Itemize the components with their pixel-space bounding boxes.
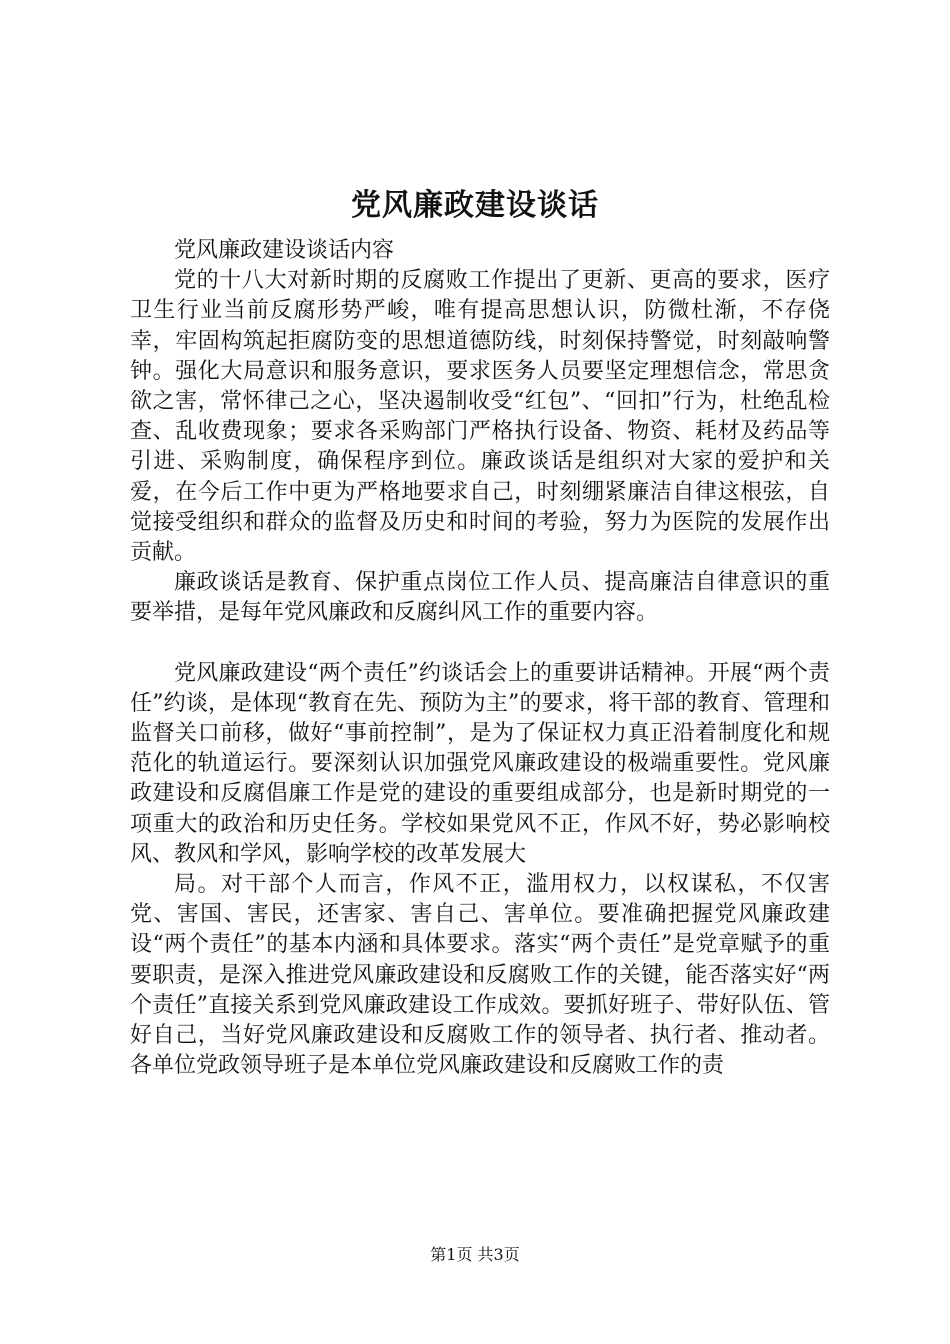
page-footer: 第1页 共3页 [430, 1245, 520, 1264]
body-paragraph: 党的十八大对新时期的反腐败工作提出了更新、更高的要求，医疗卫生行业当前反腐形势严峻，唯有提高思想认识，防微杜渐，不存侥幸，牢固构筑起拒腐防变的思想道德防线，时刻保持警觉，时刻敲响警钟。强化大局意识和服务意识，要求医务人员要坚定理想信念，常思贪欲之害，常怀律己之心，坚决遏制收受“红包”、“回扣”行为，杜绝乱检查、乱收费现象；要求各采购部门严格执行设备、物资、耗材及药品等引进、采购制度，确保程序到位。廉政谈话是组织对大家的爱护和关爱，在今后工作中更为严格地要求自己，时刻绷紧廉洁自律这根弦，自觉接受组织和群众的监督及历史和时间的考验，努力为医院的发展作出贡献。 [130, 268, 830, 566]
document-body [130, 236, 830, 1081]
body-paragraph-heading: 党风廉政建设谈话内容 [174, 238, 395, 263]
document-title: 党风廉政建设谈话 [351, 188, 599, 223]
body-paragraph: 廉政谈话是教育、保护重点岗位工作人员、提高廉洁自律意识的重要举措，是每年党风廉政和反腐纠风工作的重要内容。 [130, 570, 830, 626]
body-paragraph: 党风廉政建设“两个责任”约谈话会上的重要讲话精神。开展“两个责任”约谈，是体现“教育在先、预防为主”的要求，将干部的教育、管理和监督关口前移，做好“事前控制”，是为了保证权力真正沿着制度化和规范化的轨道运行。要深刻认识加强党风廉政建设的极端重要性。党风廉政建设和反腐倡廉工作是党的建设的重要组成部分，也是新时期党的一项重大的政治和历史任务。学校如果党风不正，作风不好，势必影响校风、教风和学风，影响学校的改革发展大 [130, 660, 830, 867]
body-paragraph: 局。对干部个人而言，作风不正，滥用权力，以权谋私，不仅害党、害国、害民，还害家、害自己、害单位。要准确把握党风廉政建设“两个责任”的基本内涵和具体要求。落实“两个责任”是党章赋予的重要职责，是深入推进党风廉政建设和反腐败工作的关键，能否落实好“两个责任”直接关系到党风廉政建设工作成效。要抓好班子、带好队伍、管好自己，当好党风廉政建设和反腐败工作的领导者、执行者、推动者。各单位党政领导班子是本单位党风廉政建设和反腐败工作的责 [130, 872, 830, 1079]
